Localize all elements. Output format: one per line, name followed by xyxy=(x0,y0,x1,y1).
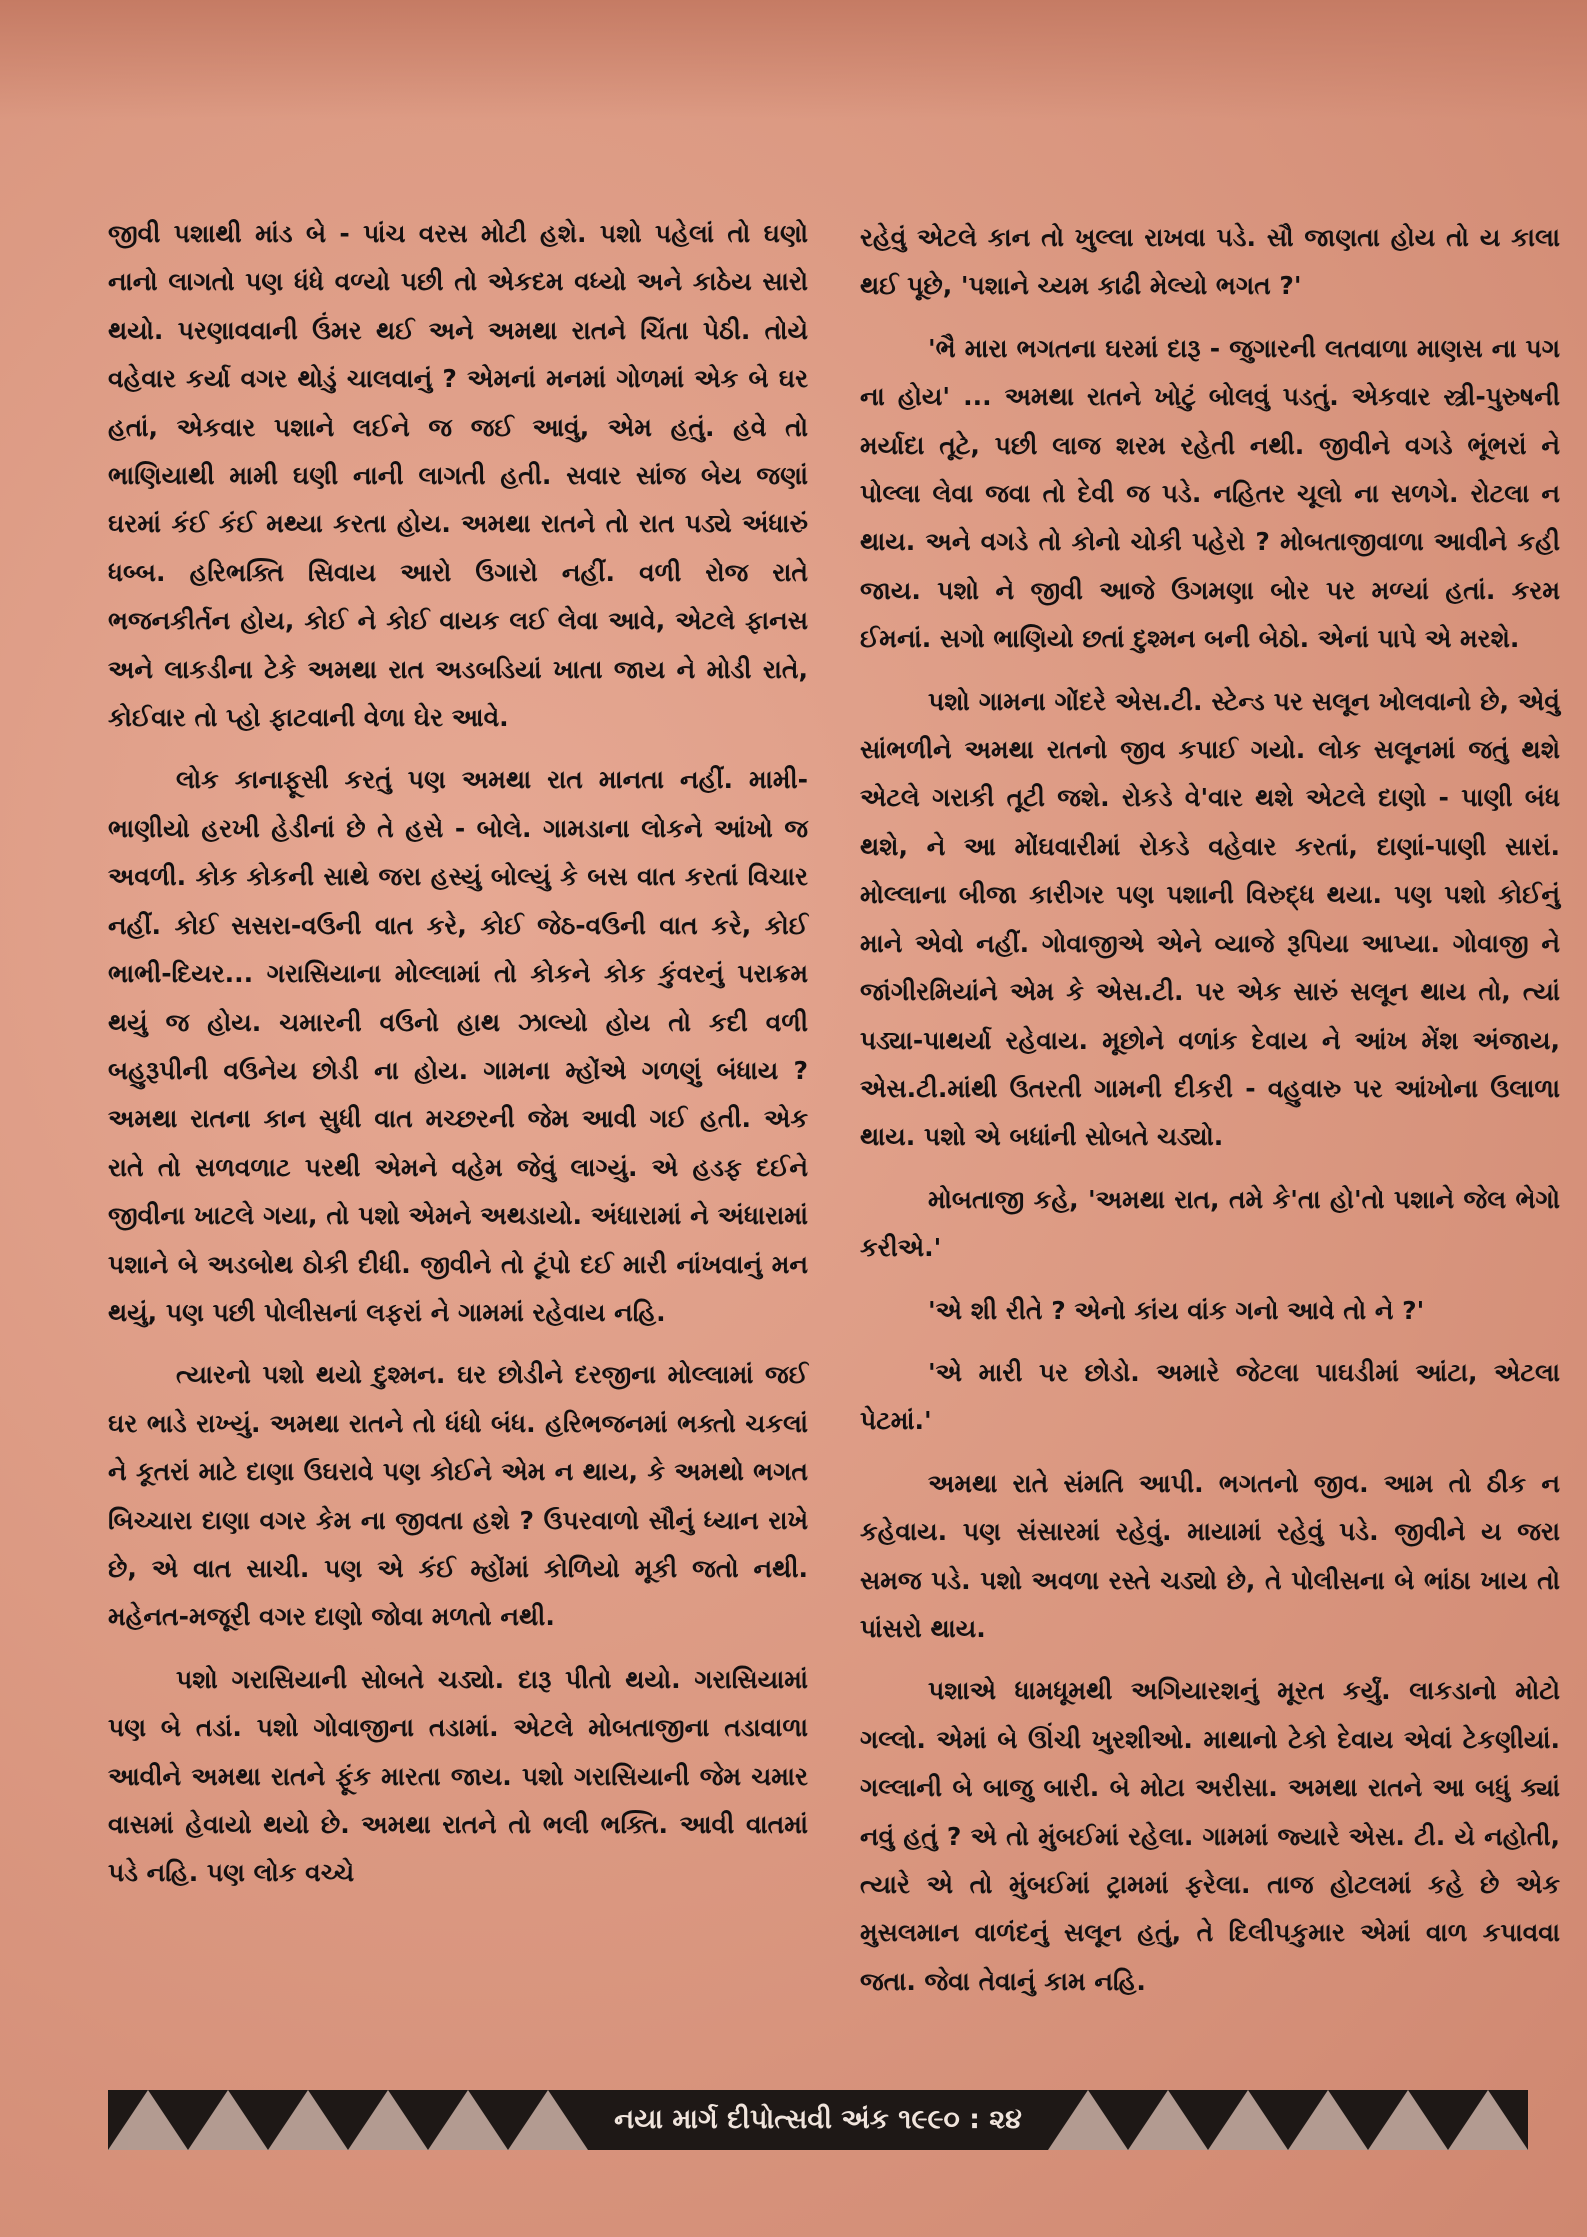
left-text-column xyxy=(108,210,808,1898)
paragraph: 'એ મારી પર છોડો. અમારે જેટલા પાઘડીમાં આંટા, એટલા પેટમાં.' xyxy=(860,1357,1560,1436)
paragraph: રહેવું એટલે કાન તો ખુલ્લા રાખવા પડે. સૌ જાણતા હોય તો ય કાલા થઈ પૂછે, 'પશાને ચ્યમ કાઢી મેલ્યો ભગત ?' xyxy=(860,223,1560,301)
paragraph: જીવી પશાથી માંડ બે - પાંચ વરસ મોટી હશે. પશો પહેલાં તો ઘણો નાનો લાગતો પણ ધંધે વળ્યો પછી તો એકદમ વધ્યો અને કાઠેય સારો થયો. પરણાવવાની ઉંમર થઈ અને અમથા રાતને ચિંતા પેઠી. તોયે વહેવાર કર્યા વગર થોડું ચાલવાનું ? એમનાં મનમાં ગોળમાં એક બે ઘર હતાં, એકવાર પશાને લઈને જ જઈ આવું, એમ હતું. હવે તો ભાણિયાથી મામી ઘણી નાની લાગતી હતી. સવાર સાંજ બેય જણાં ઘરમાં કંઈ કંઈ મથ્યા કરતા હોય. અમથા રાતને તો રાત પડ્યે અંધારું ધબ્બ. હરિભક્તિ સિવાય આરો ઉગારો નહીં. વળી રોજ રાતે ભજનકીર્તન હોય, કોઈ ને કોઈ વાયક લઈ લેવા આવે, એટલે ફાનસ અને લાકડીના ટેકે અમથા રાત અડબડિયાં ખાતા જાય ને મોડી રાતે, કોઈવાર તો પ્હો ફાટવાની વેળા ઘેર આવે. xyxy=(108,219,808,733)
paragraph: લોક કાનાફૂસી કરતું પણ અમથા રાત માનતા નહીં. મામી-ભાણીયો હરખી હેડીનાં છે તે હસે - બોલે. ગામડાના લોકને આંખો જ અવળી. કોક કોકની સાથે જરા હસ્યું બોલ્યું કે બસ વાત કરતાં વિચાર નહીં. કોઈ સસરા-વઉની વાત કરે, કોઈ જેઠ-વઉની વાત કરે, કોઈ ભાભી-દિયર... ગરાસિયાના મોલ્લામાં તો કોકને કોક કુંવરનું પરાક્રમ થયું જ હોય. ચમારની વઉનો હાથ ઝાલ્યો હોય તો કદી વળી બહુરૂપીની વઉનેય છોડી ના હોય. ગામના મ્હોંએ ગળણું બંધાય ? અમથા રાતના કાન સુધી વાત મચ્છરની જેમ આવી ગઈ હતી. એક રાતે તો સળવળાટ પરથી એમને વહેમ જેવું લાગ્યું. એ હડફ દઈને જીવીના ખાટલે ગયા, તો પશો એમને અથડાયો. અંધારામાં ને અંધારામાં પશાને બે અડબોથ ઠોકી દીધી. જીવીને તો ટૂંપો દઈ મારી નાંખવાનું મન થયું, પણ પછી પોલીસનાં લફરાં ને ગામમાં રહેવાય નહિ. xyxy=(108,765,808,1327)
paragraph: પશાએ ધામધૂમથી અગિયારશનું મૂરત કર્યું. લાકડાનો મોટો ગલ્લો. એમાં બે ઊંચી ખુરશીઓ. માથાનો ટેકો દેવાય એવાં ટેકણીયાં. ગલ્લાની બે બાજુ બારી. બે મોટા અરીસા. અમથા રાતને આ બધું ક્યાં નવું હતું ? એ તો મુંબઈમાં રહેલા. ગામમાં જ્યારે એસ. ટી. યે નહોતી, ત્યારે એ તો મુંબઈમાં ટ્રામમાં ફરેલા. તાજ હોટલમાં કહે છે એક મુસલમાન વાળંદનું સલૂન હતું, તે દિલીપકુમાર એમાં વાળ કપાવવા જતા. જેવા તેવાનું કામ નહિ. xyxy=(860,1676,1560,1996)
footer-label: નયા માર્ગ દીપોત્સવી અંક ૧૯૯૦ : ૨૪ xyxy=(592,2090,1044,2150)
paragraph: 'ભૈ મારા ભગતના ઘરમાં દારૂ - જુગારની લતવાળા માણસ ના પગ ના હોય' ... અમથા રાતને ખોટું બોલવું પડતું. એકવાર સ્ત્રી-પુરુષની મર્યાદા તૂટે, પછી લાજ શરમ રહેતી નથી. જીવીને વગડે ભૂંભરાં ને પોલ્લા લેવા જવા તો દેવી જ પડે. નહિતર ચૂલો ના સળગે. રોટલા ન થાય. અને વગડે તો કોનો ચોકી પહેરો ? મોબતાજીવાળા આવીને કહી જાય. પશો ને જીવી આજે ઉગમણા બોર પર મળ્યાં હતાં. કરમ ઈમનાં. સગો ભાણિયો છતાં દુશ્મન બની બેઠો. એનાં પાપે એ મરશે. xyxy=(860,333,1560,654)
paragraph: પશો ગરાસિયાની સોબતે ચડ્યો. દારૂ પીતો થયો. ગરાસિયામાં પણ બે તડાં. પશો ગોવાજીના તડામાં. એટલે મોબતાજીના તડાવાળા આવીને અમથા રાતને ફૂંક મારતા જાય. પશો ગરાસિયાની જેમ ચમાર વાસમાં હેવાયો થયો છે. અમથા રાતને તો ભલી ભક્તિ. આવી વાતમાં પડે નહિ. પણ લોક વચ્ચે xyxy=(108,1664,808,1888)
paragraph: અમથા રાતે સંમતિ આપી. ભગતનો જીવ. આમ તો ઠીક ન કહેવાય. પણ સંસારમાં રહેવું. માયામાં રહેવું પડે. જીવીને ય જરા સમજ પડે. પશો અવળા રસ્તે ચડ્યો છે, તે પોલીસના બે ભાંઠા ખાય તો પાંસરો થાય. xyxy=(860,1468,1560,1643)
page-shadow-edge xyxy=(0,0,1587,120)
paragraph: 'એ શી રીતે ? એનો કાંય વાંક ગનો આવે તો ને ?' xyxy=(928,1295,1425,1325)
paragraph: ત્યારનો પશો થયો દુશ્મન. ઘર છોડીને દરજીના મોલ્લામાં જઈ ઘર ભાડે રાખ્યું. અમથા રાતને તો ધંધો બંધ. હરિભજનમાં ભક્તો ચકલાં ને કૂતરાં માટે દાણા ઉઘરાવે પણ કોઈને એમ ન થાય, કે અમથો ભગત બિચ્ચારા દાણા વગર કેમ ના જીવતા હશે ? ઉપરવાળો સૌનું ધ્યાન રાખે છે, એ વાત સાચી. પણ એ કંઈ મ્હોંમાં કોળિયો મૂકી જતો નથી. મહેનત-મજૂરી વગર દાણો જોવા મળતો નથી. xyxy=(108,1360,808,1632)
paragraph: પશો ગામના ગોંદરે એસ.ટી. સ્ટેન્ડ પર સલૂન ખોલવાનો છે, એવું સાંભળીને અમથા રાતનો જીવ કપાઈ ગયો. લોક સલૂનમાં જતું થશે એટલે ગરાકી તૂટી જશે. રોકડે વે'વાર થશે એટલે દાણો - પાણી બંધ થશે, ને આ મોંઘવારીમાં રોકડે વહેવાર કરતાં, દાણાં-પાણી સારાં. મોલ્લાના બીજા કારીગર પણ પશાની વિરુદ્ધ થયા. પણ પશો કોઈનું માને એવો નહીં. ગોવાજીએ એને વ્યાજે રૂપિયા આપ્યા. ગોવાજી ને જાંગીરમિયાંને એમ કે એસ.ટી. પર એક સારું સલૂન થાય તો, ત્યાં પડ્યા-પાથર્યા રહેવાય. મૂછોને વળાંક દેવાય ને આંખ મેંશ અંજાય, એસ.ટી.માંથી ઉતરતી ગામની દીકરી - વહુવારુ પર આંખોના ઉલાળા થાય. પશો એ બધાંની સોબતે ચડ્યો. xyxy=(860,686,1560,1152)
footer-band xyxy=(108,2090,1528,2150)
right-text-column xyxy=(860,214,1560,2006)
paragraph: મોબતાજી કહે, 'અમથા રાત, તમે કે'તા હો'તો પશાને જેલ ભેગો કરીએ.' xyxy=(860,1184,1560,1263)
